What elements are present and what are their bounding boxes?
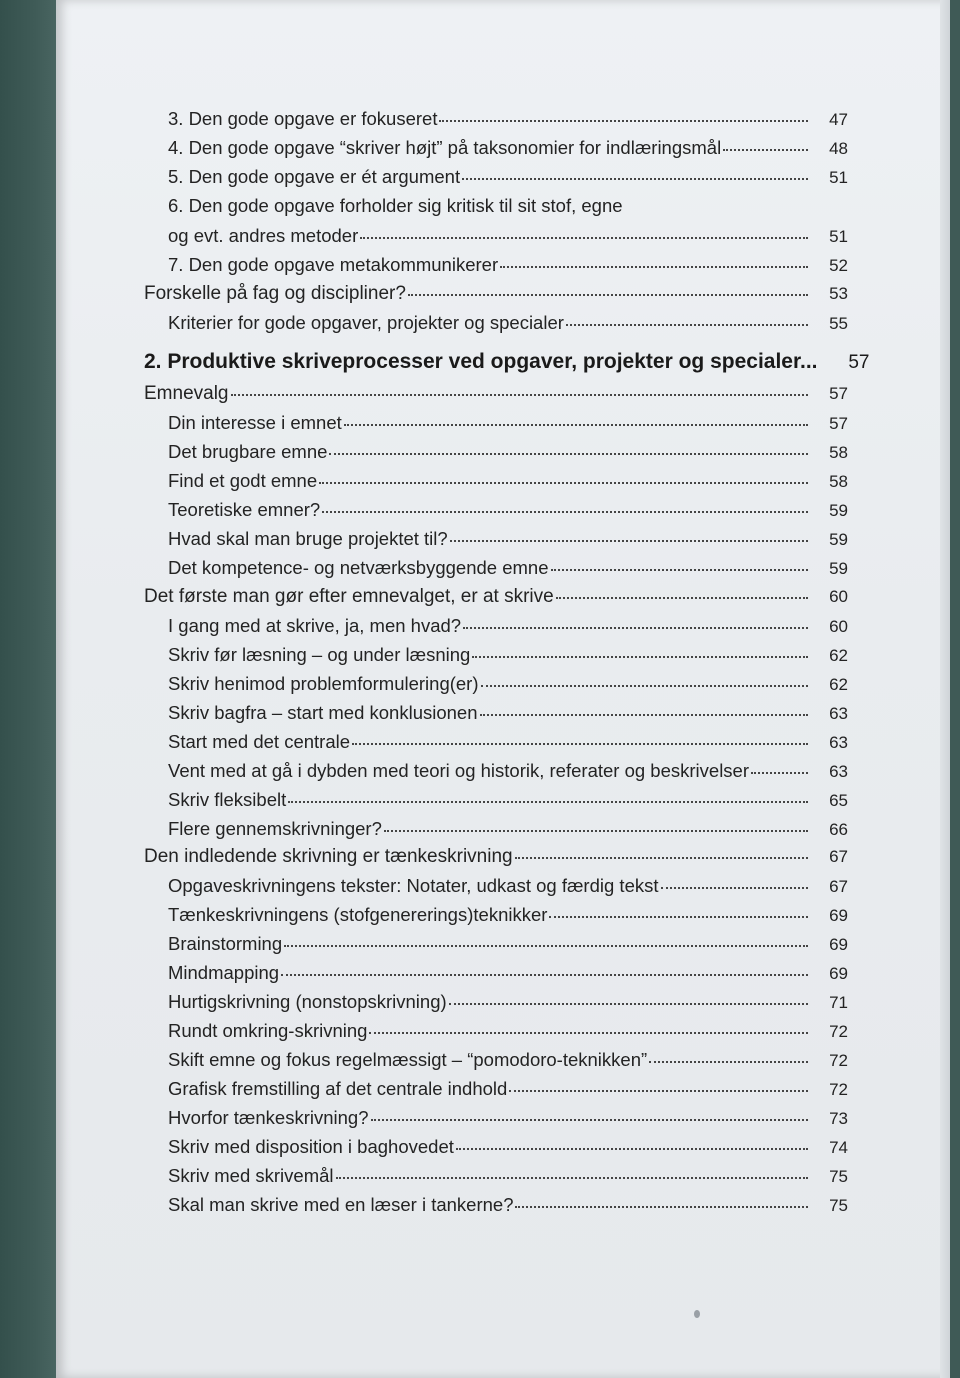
toc-entry-label: Teoretiske emner? bbox=[168, 499, 321, 520]
toc-page-number: 59 bbox=[829, 559, 848, 578]
toc-entry bbox=[168, 875, 848, 897]
toc-page-number: 74 bbox=[829, 1138, 848, 1157]
toc-page-number: 57 bbox=[829, 414, 848, 433]
toc-dot-leader bbox=[371, 1119, 809, 1121]
toc-entry-label: Tænkeskrivningens (stofgenererings)teknikker bbox=[168, 904, 548, 925]
toc-entry bbox=[168, 137, 848, 159]
toc-entry bbox=[168, 225, 848, 247]
toc-entry bbox=[168, 673, 848, 695]
toc-dot-leader bbox=[462, 178, 808, 180]
toc-entry-label: Hvad skal man bruge projektet til? bbox=[168, 528, 448, 549]
toc-entry bbox=[168, 615, 848, 637]
toc-entry-label: Skift emne og fokus regelmæssigt – “pomodoro-teknikken” bbox=[168, 1049, 648, 1070]
toc-entry-label: Det første man gør efter emnevalget, er at skrive bbox=[144, 586, 554, 607]
toc-entry-label: Find et godt emne bbox=[168, 470, 318, 491]
toc-entry-label: I gang med at skrive, ja, men hvad? bbox=[168, 615, 462, 636]
toc-dot-leader bbox=[566, 324, 808, 326]
toc-entry bbox=[168, 904, 848, 926]
toc-dot-leader bbox=[723, 149, 808, 151]
toc-page-number: 57 bbox=[829, 384, 848, 403]
toc-dot-leader bbox=[284, 945, 808, 947]
toc-entry bbox=[144, 383, 848, 405]
toc-dot-leader bbox=[439, 120, 808, 122]
toc-page-number: 55 bbox=[829, 314, 848, 333]
toc-entry-label: Emnevalg bbox=[144, 383, 229, 404]
toc-page-number: 75 bbox=[829, 1167, 848, 1186]
toc-page-number: 62 bbox=[829, 675, 848, 694]
toc-dot-leader bbox=[384, 830, 808, 832]
toc-page-number: 63 bbox=[829, 733, 848, 752]
toc-entry-label: Skriv med skrivemål bbox=[168, 1165, 334, 1186]
toc-entry bbox=[168, 1136, 848, 1158]
toc-entry bbox=[168, 1194, 848, 1216]
toc-entry bbox=[168, 470, 848, 492]
toc-dot-leader bbox=[322, 511, 808, 513]
toc-dot-leader bbox=[319, 482, 808, 484]
toc-entry-label: Forskelle på fag og discipliner? bbox=[144, 283, 406, 304]
toc-entry bbox=[168, 499, 848, 521]
toc-dot-leader bbox=[231, 394, 809, 396]
toc-entry-label: Skriv fleksibelt bbox=[168, 789, 287, 810]
toc-entry bbox=[168, 789, 848, 811]
toc-page-number: 72 bbox=[829, 1080, 848, 1099]
toc-page-number: 63 bbox=[829, 704, 848, 723]
toc-entry bbox=[168, 528, 848, 550]
toc-page-number: 69 bbox=[829, 906, 848, 925]
toc-page-number: 59 bbox=[829, 530, 848, 549]
toc-dot-leader bbox=[472, 656, 808, 658]
toc-dot-leader bbox=[281, 974, 808, 976]
toc-wrapped-heading-line: 6. Den gode opgave forholder sig kritisk til sit stof, egne bbox=[168, 195, 623, 216]
toc-dot-leader bbox=[509, 1090, 808, 1092]
toc-entry bbox=[144, 283, 848, 305]
toc-page-number: 51 bbox=[829, 227, 848, 246]
toc-entry-label: Skal man skrive med en læser i tankerne? bbox=[168, 1194, 514, 1215]
toc-page-number: 66 bbox=[829, 820, 848, 839]
toc-entry-label: Start med det centrale bbox=[168, 731, 351, 752]
toc-page-number: 72 bbox=[829, 1022, 848, 1041]
toc-page-number: 60 bbox=[829, 587, 848, 606]
toc-dot-leader bbox=[751, 772, 808, 774]
toc-entry-label: Skriv henimod problemformulering(er) bbox=[168, 673, 479, 694]
toc-page-number: 51 bbox=[829, 168, 848, 187]
toc-page-number: 69 bbox=[829, 964, 848, 983]
toc-chapter-entry bbox=[144, 350, 870, 374]
toc-dot-leader bbox=[449, 1003, 808, 1005]
toc-entry-label: 4. Den gode opgave “skriver højt” på taksonomier for indlæringsmål bbox=[168, 137, 722, 158]
toc-dot-leader bbox=[336, 1177, 809, 1179]
toc-dot-leader bbox=[551, 569, 809, 571]
page-mark bbox=[694, 1310, 700, 1318]
toc-dot-leader bbox=[480, 714, 808, 716]
toc-entry-label: Brainstorming bbox=[168, 933, 283, 954]
toc-entry bbox=[168, 1165, 848, 1187]
toc-page-number: 62 bbox=[829, 646, 848, 665]
toc-entry-label: 5. Den gode opgave er ét argument bbox=[168, 166, 461, 187]
toc-page-number: 67 bbox=[829, 877, 848, 896]
toc-page-number: 60 bbox=[829, 617, 848, 636]
toc-page-number: 53 bbox=[829, 284, 848, 303]
toc-dot-leader bbox=[556, 597, 808, 599]
toc-entry bbox=[168, 991, 848, 1013]
toc-dot-leader bbox=[456, 1148, 808, 1150]
toc-entry-label: Hvorfor tænkeskrivning? bbox=[168, 1107, 369, 1128]
toc-dot-leader bbox=[500, 266, 808, 268]
toc-dot-leader bbox=[369, 1032, 808, 1034]
toc-entry bbox=[168, 1049, 848, 1071]
toc-entry-label: Det kompetence- og netværksbyggende emne bbox=[168, 557, 549, 578]
toc-entry bbox=[168, 1078, 848, 1100]
toc-entry-label: Opgaveskrivningens tekster: Notater, udkast og færdig tekst bbox=[168, 875, 659, 896]
toc-entry-label: Skriv bagfra – start med konklusionen bbox=[168, 702, 478, 723]
toc-dot-leader bbox=[408, 294, 808, 296]
toc-dot-leader bbox=[344, 424, 808, 426]
toc-page-number: 58 bbox=[829, 472, 848, 491]
toc-dot-leader bbox=[481, 685, 809, 687]
table-of-contents bbox=[56, 0, 950, 1378]
toc-page-number: 48 bbox=[829, 139, 848, 158]
toc-dot-leader bbox=[515, 1206, 808, 1208]
toc-entry-label: Vent med at gå i dybden med teori og historik, referater og beskrivelser bbox=[168, 760, 749, 781]
toc-page-number: 52 bbox=[829, 256, 848, 275]
toc-page-number: 59 bbox=[829, 501, 848, 520]
toc-entry-label: Den indledende skrivning er tænkeskrivning bbox=[144, 846, 513, 867]
toc-entry bbox=[168, 412, 848, 434]
toc-entry-label: Flere gennemskrivninger? bbox=[168, 818, 382, 839]
toc-entry-label: Det brugbare emne bbox=[168, 441, 328, 462]
toc-entry-label: Grafisk fremstilling af det centrale indhold bbox=[168, 1078, 508, 1099]
toc-entry-label: 7. Den gode opgave metakommunikerer bbox=[168, 254, 499, 275]
toc-entry bbox=[168, 760, 848, 782]
toc-entry bbox=[168, 108, 848, 130]
toc-entry-label: Skriv med disposition i baghovedet bbox=[168, 1136, 454, 1157]
toc-dot-leader bbox=[549, 916, 808, 918]
toc-page-number: 69 bbox=[829, 935, 848, 954]
toc-entry bbox=[168, 557, 848, 579]
toc-entry-label: 2. Produktive skriveprocesser ved opgaver, projekter og specialer... bbox=[144, 350, 818, 373]
toc-entry bbox=[168, 818, 848, 840]
toc-dot-leader bbox=[515, 857, 808, 859]
toc-entry bbox=[168, 441, 848, 463]
toc-entry bbox=[168, 312, 848, 334]
toc-entry bbox=[168, 962, 848, 984]
toc-entry bbox=[144, 586, 848, 608]
toc-entry bbox=[168, 1020, 848, 1042]
toc-entry bbox=[168, 166, 848, 188]
toc-dot-leader bbox=[649, 1061, 808, 1063]
toc-page-number: 58 bbox=[829, 443, 848, 462]
toc-dot-leader bbox=[661, 887, 809, 889]
toc-dot-leader bbox=[450, 540, 808, 542]
toc-entry bbox=[168, 933, 848, 955]
toc-page-number: 65 bbox=[829, 791, 848, 810]
toc-entry-label: Din interesse i emnet bbox=[168, 412, 342, 433]
toc-dot-leader bbox=[352, 743, 808, 745]
toc-entry bbox=[144, 846, 848, 868]
toc-page-number: 75 bbox=[829, 1196, 848, 1215]
toc-entry bbox=[168, 731, 848, 753]
toc-page-number: 71 bbox=[829, 993, 848, 1012]
toc-entry-label: Rundt omkring-skrivning bbox=[168, 1020, 368, 1041]
toc-entry-label: Mindmapping bbox=[168, 962, 280, 983]
toc-entry-label: Kriterier for gode opgaver, projekter og specialer bbox=[168, 312, 564, 333]
toc-page-number: 67 bbox=[829, 847, 848, 866]
toc-page-number: 57 bbox=[848, 352, 870, 373]
toc-page-number: 63 bbox=[829, 762, 848, 781]
toc-dot-leader bbox=[463, 627, 808, 629]
toc-page-number: 73 bbox=[829, 1109, 848, 1128]
toc-dot-leader bbox=[288, 801, 808, 803]
toc-dot-leader bbox=[329, 453, 808, 455]
book-page bbox=[56, 0, 950, 1378]
toc-entry bbox=[168, 254, 848, 276]
toc-page-number: 72 bbox=[829, 1051, 848, 1070]
toc-entry bbox=[168, 644, 848, 666]
toc-entry-label: Skriv før læsning – og under læsning bbox=[168, 644, 471, 665]
book-spine bbox=[0, 0, 58, 1378]
toc-entry-label: 3. Den gode opgave er fokuseret bbox=[168, 108, 438, 129]
toc-dot-leader bbox=[360, 237, 808, 239]
toc-entry bbox=[168, 702, 848, 724]
toc-entry-label: og evt. andres metoder bbox=[168, 225, 359, 246]
toc-page-number: 47 bbox=[829, 110, 848, 129]
toc-entry-label: Hurtigskrivning (nonstopskrivning) bbox=[168, 991, 447, 1012]
toc-entry bbox=[168, 1107, 848, 1129]
